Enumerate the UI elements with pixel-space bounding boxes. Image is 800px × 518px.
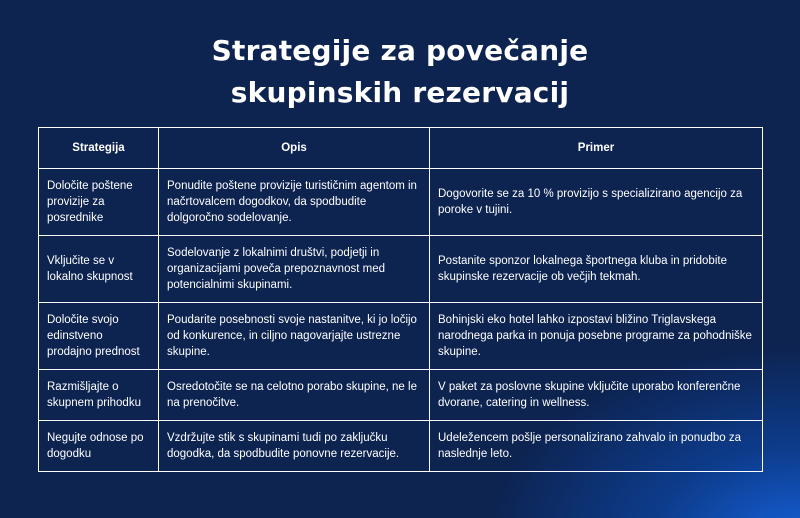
header-strategy: Strategija xyxy=(39,128,159,169)
page-title xyxy=(0,30,800,114)
cell-example: V paket za poslovne skupine vključite uporabo konferenčne dvorane, catering in wellness. xyxy=(430,370,763,421)
cell-strategy: Negujte odnose po dogodku xyxy=(39,421,159,472)
cell-example: Bohinjski eko hotel lahko izpostavi bližino Triglavskega narodnega parka in ponuja posebne programe za pohodniške skupine. xyxy=(430,303,763,370)
cell-strategy: Razmišljajte o skupnem prihodku xyxy=(39,370,159,421)
cell-strategy: Določite svojo edinstveno prodajno prednost xyxy=(39,303,159,370)
table-row xyxy=(39,169,763,236)
cell-description: Ponudite poštene provizije turističnim agentom in načrtovalcem dogodkov, da spodbudite dolgoročno sodelovanje. xyxy=(159,169,430,236)
cell-description: Sodelovanje z lokalnimi društvi, podjetji in organizacijami poveča prepoznavnost med potencialnimi skupinami. xyxy=(159,236,430,303)
title-line-1: Strategije za povečanje xyxy=(211,34,589,67)
table-row xyxy=(39,421,763,472)
cell-example: Udeležencem pošlje personalizirano zahvalo in ponudbo za naslednje leto. xyxy=(430,421,763,472)
cell-description: Poudarite posebnosti svoje nastanitve, ki jo ločijo od konkurence, in ciljno nagovarjajte ustrezne skupine. xyxy=(159,303,430,370)
header-description: Opis xyxy=(159,128,430,169)
header-example: Primer xyxy=(430,128,763,169)
table-row xyxy=(39,236,763,303)
cell-strategy: Vključite se v lokalno skupnost xyxy=(39,236,159,303)
cell-description: Osredotočite se na celotno porabo skupine, ne le na prenočitve. xyxy=(159,370,430,421)
table-row xyxy=(39,370,763,421)
cell-strategy: Določite poštene provizije za posrednike xyxy=(39,169,159,236)
cell-example: Postanite sponzor lokalnega športnega kluba in pridobite skupinske rezervacije ob večjih tekmah. xyxy=(430,236,763,303)
title-line-2: skupinskih rezervacij xyxy=(230,76,570,109)
cell-example: Dogovorite se za 10 % provizijo s specializirano agencijo za poroke v tujini. xyxy=(430,169,763,236)
table-header-row xyxy=(39,128,763,169)
cell-description: Vzdržujte stik s skupinami tudi po zaključku dogodka, da spodbudite ponovne rezervacije. xyxy=(159,421,430,472)
strategies-table xyxy=(38,127,763,472)
table-row xyxy=(39,303,763,370)
